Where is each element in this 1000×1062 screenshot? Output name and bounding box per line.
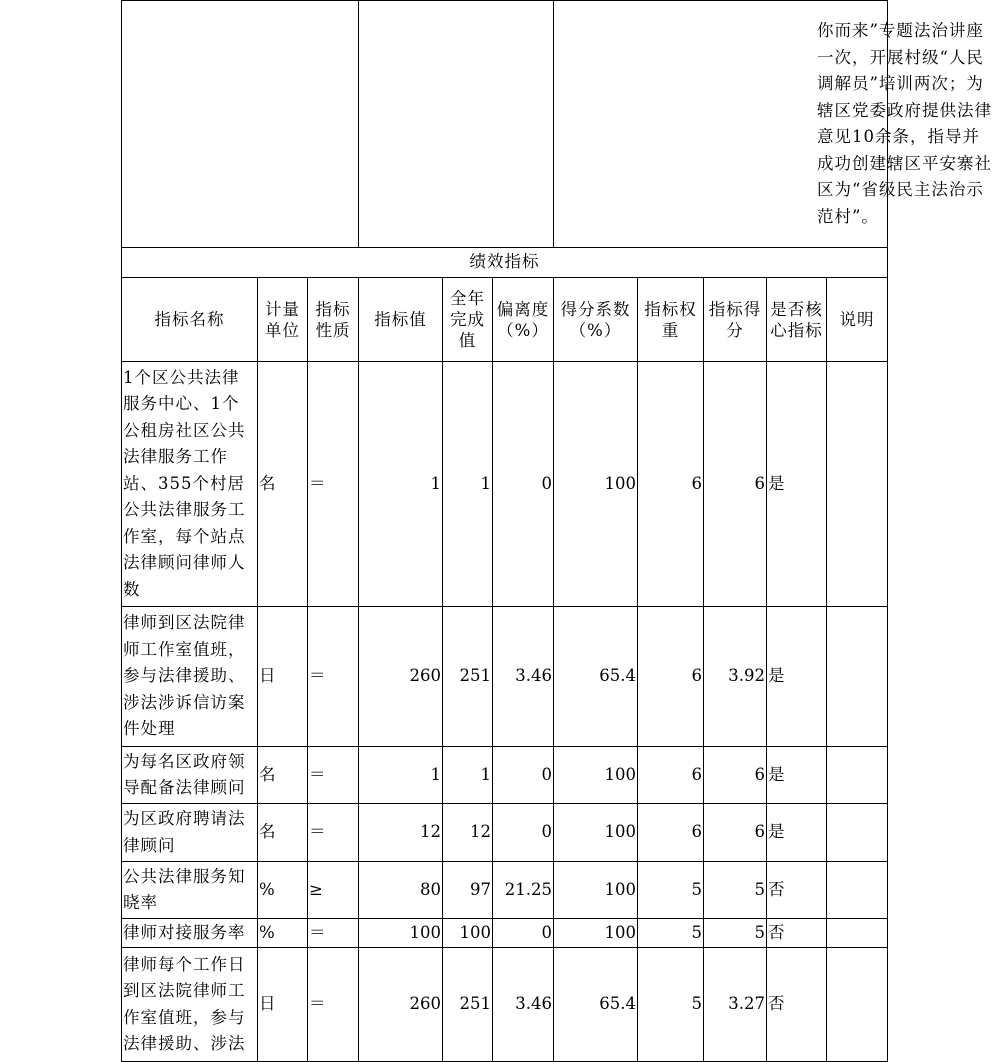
row-target: 260 (359, 948, 443, 1062)
row-score: 5 (704, 862, 767, 919)
row-score: 3.92 (704, 607, 767, 747)
header-core: 是否核心指标 (767, 278, 827, 362)
row-deviation: 0 (493, 919, 554, 948)
row-deviation: 21.25 (493, 862, 554, 919)
table-row (122, 862, 888, 919)
row-weight: 6 (638, 362, 704, 607)
row-weight: 6 (638, 804, 704, 862)
table-row (122, 747, 888, 804)
row-core: 是 (767, 804, 827, 862)
row-nature: ＝ (308, 948, 359, 1062)
row-actual: 12 (443, 804, 493, 862)
row-unit: % (258, 862, 308, 919)
row-nature: ≥ (308, 862, 359, 919)
narrative-middle-cell (359, 1, 554, 248)
row-core: 是 (767, 362, 827, 607)
row-name: 律师每个工作日到区法院律师工作室值班，参与法律援助、涉法 (122, 948, 258, 1062)
row-deviation: 3.46 (493, 607, 554, 747)
narrative-row (122, 1, 888, 248)
row-core: 否 (767, 862, 827, 919)
row-score: 6 (704, 362, 767, 607)
row-score: 3.27 (704, 948, 767, 1062)
row-deviation: 0 (493, 747, 554, 804)
row-actual: 251 (443, 948, 493, 1062)
row-note (827, 362, 888, 607)
row-coef: 100 (554, 362, 638, 607)
row-note (827, 804, 888, 862)
row-coef: 100 (554, 862, 638, 919)
row-actual: 1 (443, 362, 493, 607)
row-core: 否 (767, 948, 827, 1062)
row-target: 80 (359, 862, 443, 919)
row-actual: 251 (443, 607, 493, 747)
row-unit: % (258, 919, 308, 948)
row-name: 为每名区政府领导配备法律顾问 (122, 747, 258, 804)
row-name: 律师对接服务率 (122, 919, 258, 948)
row-nature: ＝ (308, 747, 359, 804)
row-weight: 5 (638, 862, 704, 919)
row-name: 1个区公共法律服务中心、1个公租房社区公共法律服务工作站、355个村居公共法律服务工作室，每个站点法律顾问律师人数 (122, 362, 258, 607)
row-actual: 100 (443, 919, 493, 948)
row-weight: 6 (638, 747, 704, 804)
header-coef: 得分系数（%） (554, 278, 638, 362)
header-row (122, 278, 888, 362)
row-deviation: 0 (493, 804, 554, 862)
row-deviation: 0 (493, 362, 554, 607)
row-target: 100 (359, 919, 443, 948)
performance-table (121, 0, 992, 1062)
row-actual: 97 (443, 862, 493, 919)
row-coef: 65.4 (554, 607, 638, 747)
row-target: 1 (359, 747, 443, 804)
row-unit: 日 (258, 948, 308, 1062)
row-unit: 名 (258, 362, 308, 607)
row-nature: ＝ (308, 607, 359, 747)
row-actual: 1 (443, 747, 493, 804)
narrative-cell (554, 1, 992, 248)
table-row (122, 948, 888, 1062)
section-row (122, 248, 888, 278)
row-unit: 日 (258, 607, 308, 747)
header-nature: 指标性质 (308, 278, 359, 362)
row-target: 12 (359, 804, 443, 862)
row-coef: 100 (554, 919, 638, 948)
row-weight: 5 (638, 919, 704, 948)
header-weight: 指标权重 (638, 278, 704, 362)
row-target: 1 (359, 362, 443, 607)
row-note (827, 948, 888, 1062)
header-unit: 计量单位 (258, 278, 308, 362)
row-note (827, 862, 888, 919)
row-coef: 100 (554, 747, 638, 804)
header-note: 说明 (827, 278, 888, 362)
row-core: 否 (767, 919, 827, 948)
header-actual: 全年完成值 (443, 278, 493, 362)
row-target: 260 (359, 607, 443, 747)
row-note (827, 747, 888, 804)
row-note (827, 919, 888, 948)
row-deviation: 3.46 (493, 948, 554, 1062)
header-target: 指标值 (359, 278, 443, 362)
section-title: 绩效指标 (122, 248, 888, 278)
row-note (827, 607, 888, 747)
row-coef: 65.4 (554, 948, 638, 1062)
row-weight: 5 (638, 948, 704, 1062)
narrative-text: 你而来”专题法治讲座一次，开展村级“人民调解员”培训两次；为辖区党委政府提供法律意见10余条，指导并成功创建辖区平安寨社区为“省级民主法治示范村”。 (817, 21, 992, 226)
header-name: 指标名称 (122, 278, 258, 362)
row-unit: 名 (258, 804, 308, 862)
table-row (122, 607, 888, 747)
header-deviation: 偏离度（%） (493, 278, 554, 362)
table-row (122, 362, 888, 607)
row-weight: 6 (638, 607, 704, 747)
row-score: 5 (704, 919, 767, 948)
row-nature: ＝ (308, 804, 359, 862)
row-nature: ＝ (308, 919, 359, 948)
row-core: 是 (767, 607, 827, 747)
row-score: 6 (704, 747, 767, 804)
header-score: 指标得分 (704, 278, 767, 362)
row-nature: ＝ (308, 362, 359, 607)
table-row (122, 919, 888, 948)
row-unit: 名 (258, 747, 308, 804)
row-name: 公共法律服务知晓率 (122, 862, 258, 919)
row-score: 6 (704, 804, 767, 862)
row-name: 为区政府聘请法律顾问 (122, 804, 258, 862)
table-row (122, 804, 888, 862)
row-coef: 100 (554, 804, 638, 862)
row-name: 律师到区法院律师工作室值班，参与法律援助、涉法涉诉信访案件处理 (122, 607, 258, 747)
row-core: 是 (767, 747, 827, 804)
narrative-left-cell (122, 1, 359, 248)
